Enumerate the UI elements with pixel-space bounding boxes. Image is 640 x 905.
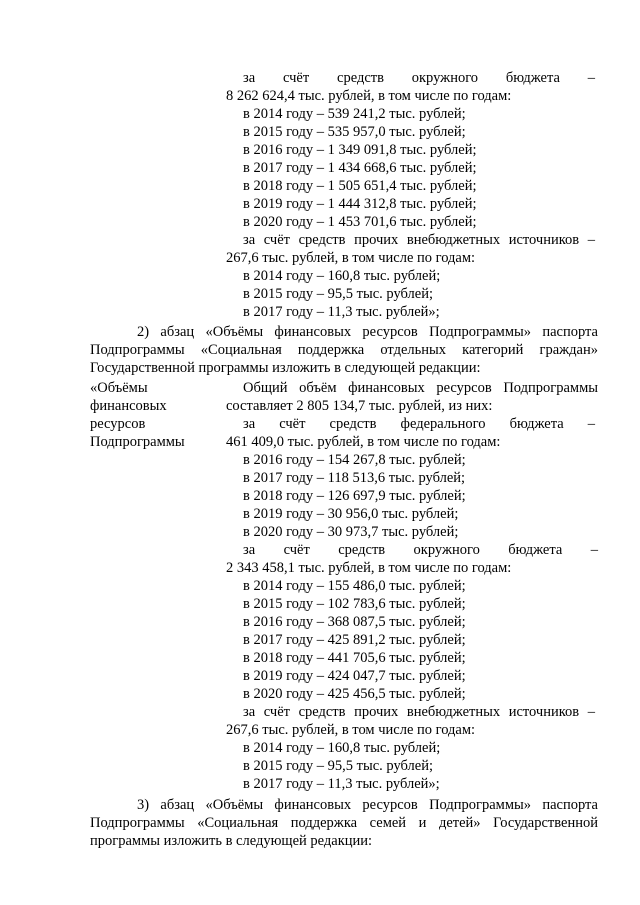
- text-line: 3) абзац «Объёмы финансовых ресурсов Подпрограммы» паспорта: [137, 797, 598, 813]
- text-line: Подпрограммы «Социальная поддержка отдельных категорий граждан»: [90, 342, 598, 358]
- text-line: в 2019 году – 424 047,7 тыс. рублей;: [243, 668, 466, 684]
- text-line: в 2014 году – 160,8 тыс. рублей;: [243, 268, 441, 284]
- table-label-line: финансовых: [90, 398, 167, 414]
- text-line: программы изложить в следующей редакции:: [90, 833, 373, 849]
- text-line: в 2019 году – 1 444 312,8 тыс. рублей;: [243, 196, 477, 212]
- text-line: в 2015 году – 95,5 тыс. рублей;: [243, 758, 434, 774]
- text-line: 267,6 тыс. рублей, в том числе по годам:: [226, 722, 476, 738]
- text-line: 461 409,0 тыс. рублей, в том числе по годам:: [226, 434, 501, 450]
- text-line: за счёт средств федерального бюджета –: [243, 416, 595, 432]
- text-line: в 2017 году – 425 891,2 тыс. рублей;: [243, 632, 466, 648]
- text-line: составляет 2 805 134,7 тыс. рублей, из них:: [226, 398, 493, 414]
- text-line: в 2016 году – 154 267,8 тыс. рублей;: [243, 452, 466, 468]
- text-line: в 2020 году – 30 973,7 тыс. рублей;: [243, 524, 459, 540]
- text-line: за счёт средств прочих внебюджетных источников –: [243, 232, 595, 248]
- text-line: в 2014 году – 160,8 тыс. рублей;: [243, 740, 441, 756]
- text-line: 2) абзац «Объёмы финансовых ресурсов Подпрограммы» паспорта: [137, 324, 598, 340]
- text-line: в 2020 году – 1 453 701,6 тыс. рублей;: [243, 214, 477, 230]
- text-line: в 2015 году – 535 957,0 тыс. рублей;: [243, 124, 466, 140]
- text-line: Государственной программы изложить в следующей редакции:: [90, 360, 481, 376]
- text-line: в 2017 году – 11,3 тыс. рублей»;: [243, 304, 440, 320]
- text-line: за счёт средств прочих внебюджетных источников –: [243, 704, 595, 720]
- text-line: в 2015 году – 95,5 тыс. рублей;: [243, 286, 434, 302]
- text-line: 2 343 458,1 тыс. рублей, в том числе по годам:: [226, 560, 512, 576]
- text-line: в 2020 году – 425 456,5 тыс. рублей;: [243, 686, 466, 702]
- text-line: в 2016 году – 1 349 091,8 тыс. рублей;: [243, 142, 477, 158]
- text-line: в 2018 году – 126 697,9 тыс. рублей;: [243, 488, 466, 504]
- text-line: в 2015 году – 102 783,6 тыс. рублей;: [243, 596, 466, 612]
- text-line: в 2017 году – 11,3 тыс. рублей»;: [243, 776, 440, 792]
- text-line: в 2014 году – 539 241,2 тыс. рублей;: [243, 106, 466, 122]
- text-line: за счёт средств окружного бюджета –: [243, 70, 595, 86]
- table-label-line: Подпрограммы: [90, 434, 185, 450]
- text-line: в 2018 году – 441 705,6 тыс. рублей;: [243, 650, 466, 666]
- text-line: Общий объём финансовых ресурсов Подпрограммы: [243, 380, 598, 396]
- text-line: в 2017 году – 118 513,6 тыс. рублей;: [243, 470, 466, 486]
- text-line: 267,6 тыс. рублей, в том числе по годам:: [226, 250, 476, 266]
- table-label-line: «Объёмы: [90, 380, 148, 396]
- table-label-line: ресурсов: [90, 416, 146, 432]
- text-line: за счёт средств окружного бюджета –: [243, 542, 598, 558]
- text-line: в 2019 году – 30 956,0 тыс. рублей;: [243, 506, 459, 522]
- text-line: в 2017 году – 1 434 668,6 тыс. рублей;: [243, 160, 477, 176]
- text-line: Подпрограммы «Социальная поддержка семей и детей» Государственной: [90, 815, 598, 831]
- text-line: 8 262 624,4 тыс. рублей, в том числе по годам:: [226, 88, 512, 104]
- text-line: в 2016 году – 368 087,5 тыс. рублей;: [243, 614, 466, 630]
- text-line: в 2014 году – 155 486,0 тыс. рублей;: [243, 578, 466, 594]
- text-line: в 2018 году – 1 505 651,4 тыс. рублей;: [243, 178, 477, 194]
